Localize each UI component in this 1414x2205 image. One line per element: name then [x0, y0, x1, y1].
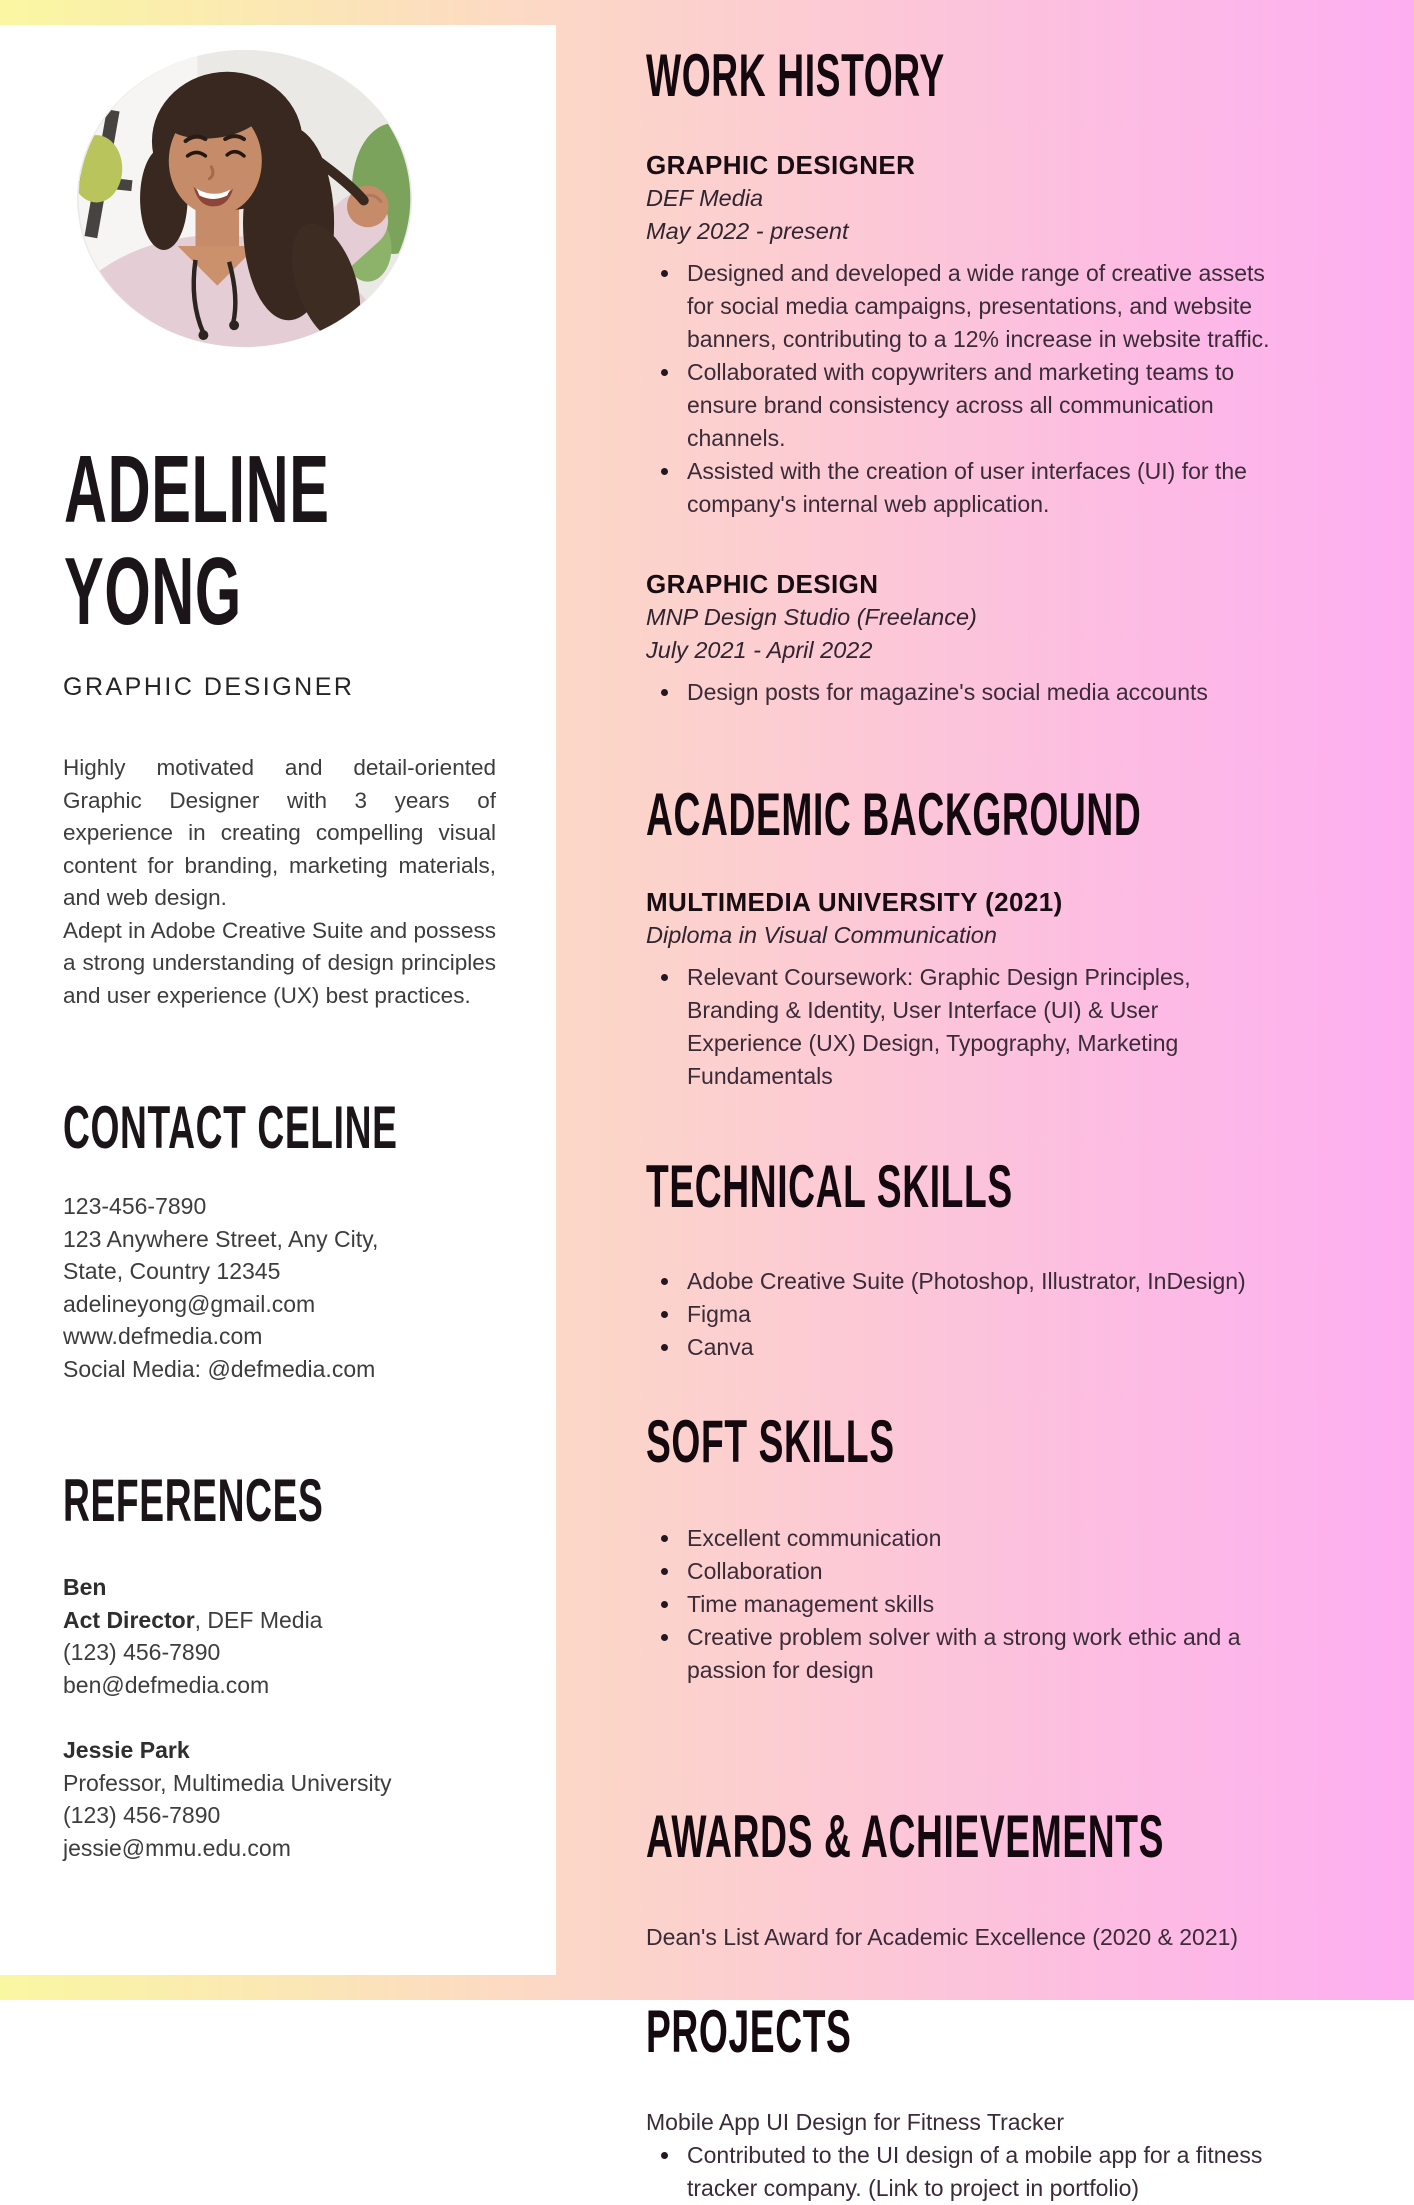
technical-skills-list: [646, 1265, 1278, 1364]
soft-skill-text: Creative problem solver with a strong work ethic and a passion for design: [687, 1624, 1241, 1683]
academic-bullet-list: [646, 961, 1278, 1093]
reference-name: Jessie Park: [63, 1737, 190, 1763]
reference-email: ben@defmedia.com: [63, 1671, 270, 1698]
candidate-name: [64, 436, 496, 645]
contact-details: [63, 1190, 496, 1385]
work-history-entry: [646, 567, 1278, 709]
job-bullet-list: [646, 257, 1278, 521]
reference-phone: (123) 456-7890: [63, 1802, 221, 1828]
candidate-first-name: ADELINE: [64, 436, 330, 543]
contact-address-line-2: State, Country 12345: [63, 1258, 281, 1284]
soft-skills-list: [646, 1522, 1278, 1687]
reference-role: [63, 1604, 496, 1637]
job-title: GRAPHIC DESIGN: [646, 569, 879, 599]
left-column: [0, 25, 556, 1975]
profile-photo: [77, 50, 412, 347]
reference-role-title: Act Director: [63, 1606, 195, 1633]
technical-skill: [646, 1298, 1278, 1331]
soft-skill-text: Collaboration: [687, 1558, 823, 1584]
project-title: Mobile App UI Design for Fitness Tracker: [646, 2109, 1064, 2135]
job-bullet: [646, 356, 1278, 455]
job-bullet: [646, 455, 1278, 521]
soft-skill: [646, 1588, 1278, 1621]
academic-bullet-text: Relevant Coursework: Graphic Design Principles, Branding & Identity, User Interface (UI) & User Experience (UX) Design, Typography, Marketing Fundamentals: [687, 964, 1191, 1089]
job-bullet-text: Design posts for magazine's social media accounts: [687, 679, 1208, 705]
job-company: MNP Design Studio (Freelance): [646, 604, 977, 630]
reference-entry: [63, 1734, 496, 1864]
soft-skill-text: Time management skills: [687, 1591, 935, 1617]
reference-role: Professor, Multimedia University: [63, 1769, 392, 1796]
technical-skill: [646, 1331, 1278, 1364]
candidate-last-name: YONG: [64, 538, 242, 645]
references-section-heading: REFERENCES: [63, 1467, 324, 1534]
job-bullet-text: Designed and developed a wide range of creative assets for social media campaigns, presentations, and website banners, contributing to a 12% increase in website traffic.: [687, 260, 1270, 352]
profile-summary: [63, 752, 496, 1012]
job-dates: May 2022 - present: [646, 218, 849, 244]
reference-phone: (123) 456-7890: [63, 1639, 221, 1665]
job-bullet: [646, 676, 1278, 709]
contact-social-media: Social Media: @defmedia.com: [63, 1355, 376, 1382]
job-company: DEF Media: [646, 185, 764, 211]
candidate-job-title: GRAPHIC DESIGNER: [63, 673, 355, 701]
contact-email: adelineyong@gmail.com: [63, 1290, 316, 1317]
soft-skill: [646, 1522, 1278, 1555]
degree-name: Diploma in Visual Communication: [646, 922, 997, 948]
project-bullet: [646, 2139, 1278, 2205]
job-bullet-list: [646, 676, 1278, 709]
job-bullet-text: Assisted with the creation of user interfaces (UI) for the company's internal web application.: [687, 458, 1247, 517]
technical-skill-text: Canva: [687, 1334, 754, 1360]
projects-heading: PROJECTS: [646, 1998, 852, 2065]
soft-skill: [646, 1621, 1278, 1687]
summary-paragraph-1: Highly motivated and detail-oriented Graphic Designer with 3 years of experience in creating compelling visual content for branding, marketing materials, and web design.: [63, 755, 496, 910]
reference-email: jessie@mmu.edu.com: [63, 1834, 291, 1861]
project-bullet-list: [646, 2139, 1278, 2205]
job-title: GRAPHIC DESIGNER: [646, 150, 916, 180]
work-history-entry: [646, 148, 1278, 521]
project-bullet-text: Contributed to the UI design of a mobile app for a fitness tracker company. (Link to project in portfolio): [687, 2142, 1263, 2201]
contact-website: www.defmedia.com: [63, 1323, 263, 1349]
soft-skills-heading: SOFT SKILLS: [646, 1408, 895, 1475]
work-history-heading: WORK HISTORY: [646, 42, 945, 109]
reference-role-company: , DEF Media: [194, 1606, 323, 1633]
contact-section-heading: CONTACT CELINE: [63, 1094, 398, 1161]
contact-phone: 123-456-7890: [63, 1193, 207, 1219]
job-bullet-text: Collaborated with copywriters and marketing teams to ensure brand consistency across all communication channels.: [687, 359, 1235, 451]
right-column: [556, 0, 1414, 2201]
soft-skill: [646, 1555, 1278, 1588]
academic-background-heading: ACADEMIC BACKGROUND: [646, 781, 1142, 848]
technical-skill-text: Figma: [687, 1301, 751, 1327]
technical-skills-heading: TECHNICAL SKILLS: [646, 1153, 1013, 1220]
reference-name: Ben: [63, 1574, 107, 1600]
job-dates: July 2021 - April 2022: [646, 637, 873, 663]
reference-entry: [63, 1571, 496, 1701]
profile-photo-illustration: [77, 50, 412, 347]
summary-paragraph-2: Adept in Adobe Creative Suite and possess a strong understanding of design principles and user experience (UX) best practices.: [63, 917, 496, 1008]
contact-address-line-1: 123 Anywhere Street, Any City,: [63, 1225, 379, 1252]
school-name: MULTIMEDIA UNIVERSITY (2021): [646, 887, 1063, 917]
technical-skill: [646, 1265, 1278, 1298]
awards-heading: AWARDS & ACHIEVEMENTS: [646, 1803, 1165, 1870]
academic-bullet: [646, 961, 1278, 1093]
soft-skill-text: Excellent communication: [687, 1525, 942, 1551]
academic-entry: [646, 885, 1278, 1093]
technical-skill-text: Adobe Creative Suite (Photoshop, Illustrator, InDesign): [687, 1268, 1246, 1294]
award-item: Dean's List Award for Academic Excellence (2020 & 2021): [646, 1924, 1239, 1950]
references-list: [63, 1571, 496, 1864]
job-bullet: [646, 257, 1278, 356]
